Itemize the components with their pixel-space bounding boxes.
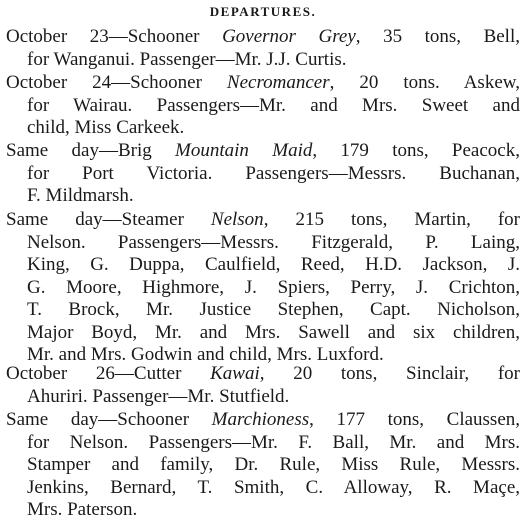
entry-date-and-type: October 26—Cutter	[6, 363, 211, 384]
entry-text: for Wairau. Passengers—Mr. and Mrs. Sweet and	[27, 94, 520, 116]
departure-entry	[6, 409, 520, 522]
entry-vessel-details: , 179 tons, Peacock,	[312, 140, 520, 161]
entry-text: child, Miss Carkeek.	[27, 117, 185, 138]
entry-text: Stamper and family, Dr. Rule, Miss Rule, Messrs.	[27, 454, 520, 475]
entry-first-line	[6, 363, 520, 386]
entry-first-line	[6, 26, 520, 49]
departure-entry	[6, 72, 520, 140]
vessel-name: Governor Grey	[222, 26, 356, 47]
entry-continuation-line	[6, 432, 520, 455]
entry-continuation-line	[6, 499, 520, 522]
entry-vessel-details: , 20 tons. Askew,	[329, 72, 520, 93]
entry-vessel-details: , 177 tons, Claussen,	[309, 409, 521, 430]
entry-date-and-type: Same day—Steamer	[6, 209, 211, 230]
entry-continuation-line	[6, 477, 520, 500]
entry-vessel-details: , 20 tons, Sinclair, for	[259, 363, 520, 384]
departure-entry	[6, 209, 520, 367]
vessel-name: Necromancer	[226, 72, 330, 93]
vessel-name: Nelson	[210, 209, 264, 230]
entry-continuation-line	[6, 185, 520, 208]
entry-continuation-line	[6, 49, 520, 72]
entry-first-line	[6, 209, 520, 232]
entry-vessel-details: , 35 tons, Bell,	[355, 26, 520, 47]
entry-text: for Port Victoria. Passengers—Messrs. Buchanan,	[27, 162, 520, 184]
entry-text: Major Boyd, Mr. and Mrs. Sawell and six children,	[27, 321, 520, 343]
entry-continuation-line	[6, 386, 520, 409]
entry-continuation-line	[6, 254, 520, 277]
entry-continuation-line	[6, 299, 520, 322]
entry-text: Nelson. Passengers—Messrs. Fitzgerald, P. Laing,	[27, 231, 520, 253]
vessel-name: Kawai	[210, 363, 260, 384]
entry-date-and-type: October 24—Schooner	[6, 72, 227, 93]
entry-text: King, G. Duppa, Caulfield, Reed, H.D. Jackson, J.	[27, 254, 520, 275]
section-heading: DEPARTURES.	[209, 4, 317, 19]
entry-continuation-line	[6, 322, 520, 345]
entry-text: F. Mildmarsh.	[27, 185, 134, 206]
entry-text: for Nelson. Passengers—Mr. F. Ball, Mr. and Mrs.	[27, 431, 520, 453]
departure-entry	[6, 363, 520, 408]
entry-date-and-type: October 23—Schooner	[6, 26, 223, 47]
entry-date-and-type: Same day—Brig	[6, 140, 176, 161]
departure-entry	[6, 140, 520, 208]
entry-continuation-line	[6, 95, 520, 118]
entry-continuation-line	[6, 232, 520, 255]
vessel-name: Marchioness	[211, 409, 310, 430]
vessel-name: Mountain Maid	[175, 140, 313, 161]
entry-continuation-line	[6, 163, 520, 186]
entry-first-line	[6, 409, 520, 432]
entry-text: for Wanganui. Passenger—Mr. J.J. Curtis.	[27, 48, 347, 70]
entry-date-and-type: Same day—Schooner	[6, 409, 212, 430]
entry-first-line	[6, 140, 520, 163]
entry-continuation-line	[6, 117, 520, 140]
entry-first-line	[6, 72, 520, 95]
entry-continuation-line	[6, 454, 520, 477]
entry-text: Ahuriri. Passenger—Mr. Stutfield.	[27, 385, 290, 407]
entry-vessel-details: , 215 tons, Martin, for	[263, 209, 520, 230]
entry-text: Mr. and Mrs. Godwin and child, Mrs. Luxford.	[27, 344, 384, 365]
entry-text: Mrs. Paterson.	[27, 499, 138, 520]
entry-text: T. Brock, Mr. Justice Stephen, Capt. Nicholson,	[27, 299, 520, 320]
departure-entry	[6, 26, 520, 71]
entry-continuation-line	[6, 277, 520, 300]
entry-text: Jenkins, Bernard, T. Smith, C. Alloway, R. Maçe,	[27, 476, 520, 498]
entry-text: G. Moore, Highmore, J. Spiers, Perry, J. Crichton,	[27, 276, 520, 298]
